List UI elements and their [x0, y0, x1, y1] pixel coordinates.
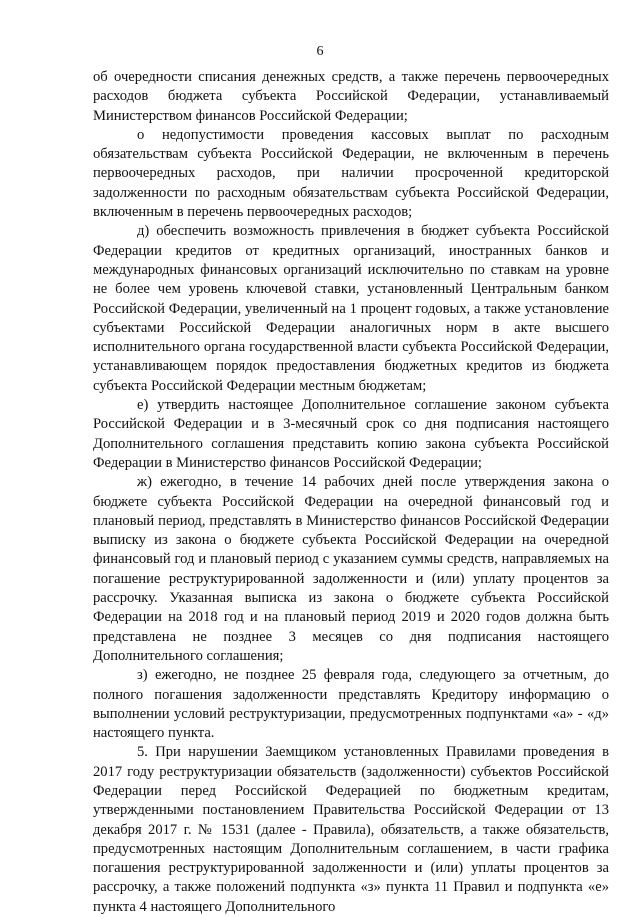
paragraph-zh-budget-extract: ж) ежегодно, в течение 14 рабочих дней после утверждения закона о бюджете субъекта Российской Федерации на очередной финансовый год и плановый период, представлять в Министерство финансов Российской Федерации выписку из закона о бюджете субъекта Российской Федерации на очередной финансовый год и плановый период с указанием суммы средств, направляемых на погашение реструктурированной задолженности и (или) уплату процентов за рассрочку. Указанная выписка из закона о бюджете субъекта Российской Федерации на 2018 год и на плановый период 2019 и 2020 годов должна быть представлена не позднее 3 месяцев со дня подписания настоящего Дополнительного соглашения;	[93, 474, 609, 664]
page-number: 6	[316, 44, 324, 59]
document-body	[93, 68, 609, 917]
paragraph-cash-payments: о недопустимости проведения кассовых выплат по расходным обязательствам субъекта Российской Федерации, не включенным в перечень первоочередных расходов, при наличии просроченной кредиторской задолженности по расходным обязательствам субъекта Российской Федерации, включенным в перечень первоочередных расходов;	[93, 126, 609, 221]
paragraph-d-credits: д) обеспечить возможность привлечения в бюджет субъекта Российской Федерации кредитов от кредитных организаций, иностранных банков и международных финансовых организаций исключительно по ставкам на уровне не более чем уровень ключевой ставки, установленный Центральным банком Российской Федерации, увеличенный на 1 процент годовых, а также установление субъектами Российской Федерации аналогичных норм в акте высшего исполнительного органа государственной власти субъекта Российской Федерации, устанавливающем порядок предоставления бюджетных кредитов из бюджета субъекта Российской Федерации местным бюджетам;	[93, 223, 609, 394]
paragraph-priority-list: об очередности списания денежных средств, а также перечень первоочередных расходов бюджета субъекта Российской Федерации, устанавливаемый Министерством финансов Российской Федерации;	[93, 69, 609, 124]
paragraph-5-violations: 5. При нарушении Заемщиком установленных Правилами проведения в 2017 году реструктуризации обязательств (задолженности) субъектов Российской Федерации перед Российской Федерацией по бюджетным кредитам, утвержденными постановлением Правительства Российской Федерации от 13 декабря 2017 г. № 1531 (далее - Правила), обязательств, а также обязательств, предусмотренных настоящим Дополнительным соглашением, в части графика погашения реструктурированной задолженности и (или) уплаты процентов за рассрочку, а также положений подпункта «з» пункта 11 Правил и подпункта «е» пункта 4 настоящего Дополнительного	[93, 744, 609, 915]
paragraph-z-annual-report: з) ежегодно, не позднее 25 февраля года, следующего за отчетным, до полного погашения задолженности представлять Кредитору информацию о выполнении условий реструктуризации, предусмотренных подпунктами «а» - «д» настоящего пункта.	[93, 667, 609, 742]
paragraph-e-approve-law: е) утвердить настоящее Дополнительное соглашение законом субъекта Российской Федерации и в 3-месячный срок со дня подписания настоящего Дополнительного соглашения представить копию закона субъекта Российской Федерации в Министерство финансов Российской Федерации;	[93, 397, 609, 471]
